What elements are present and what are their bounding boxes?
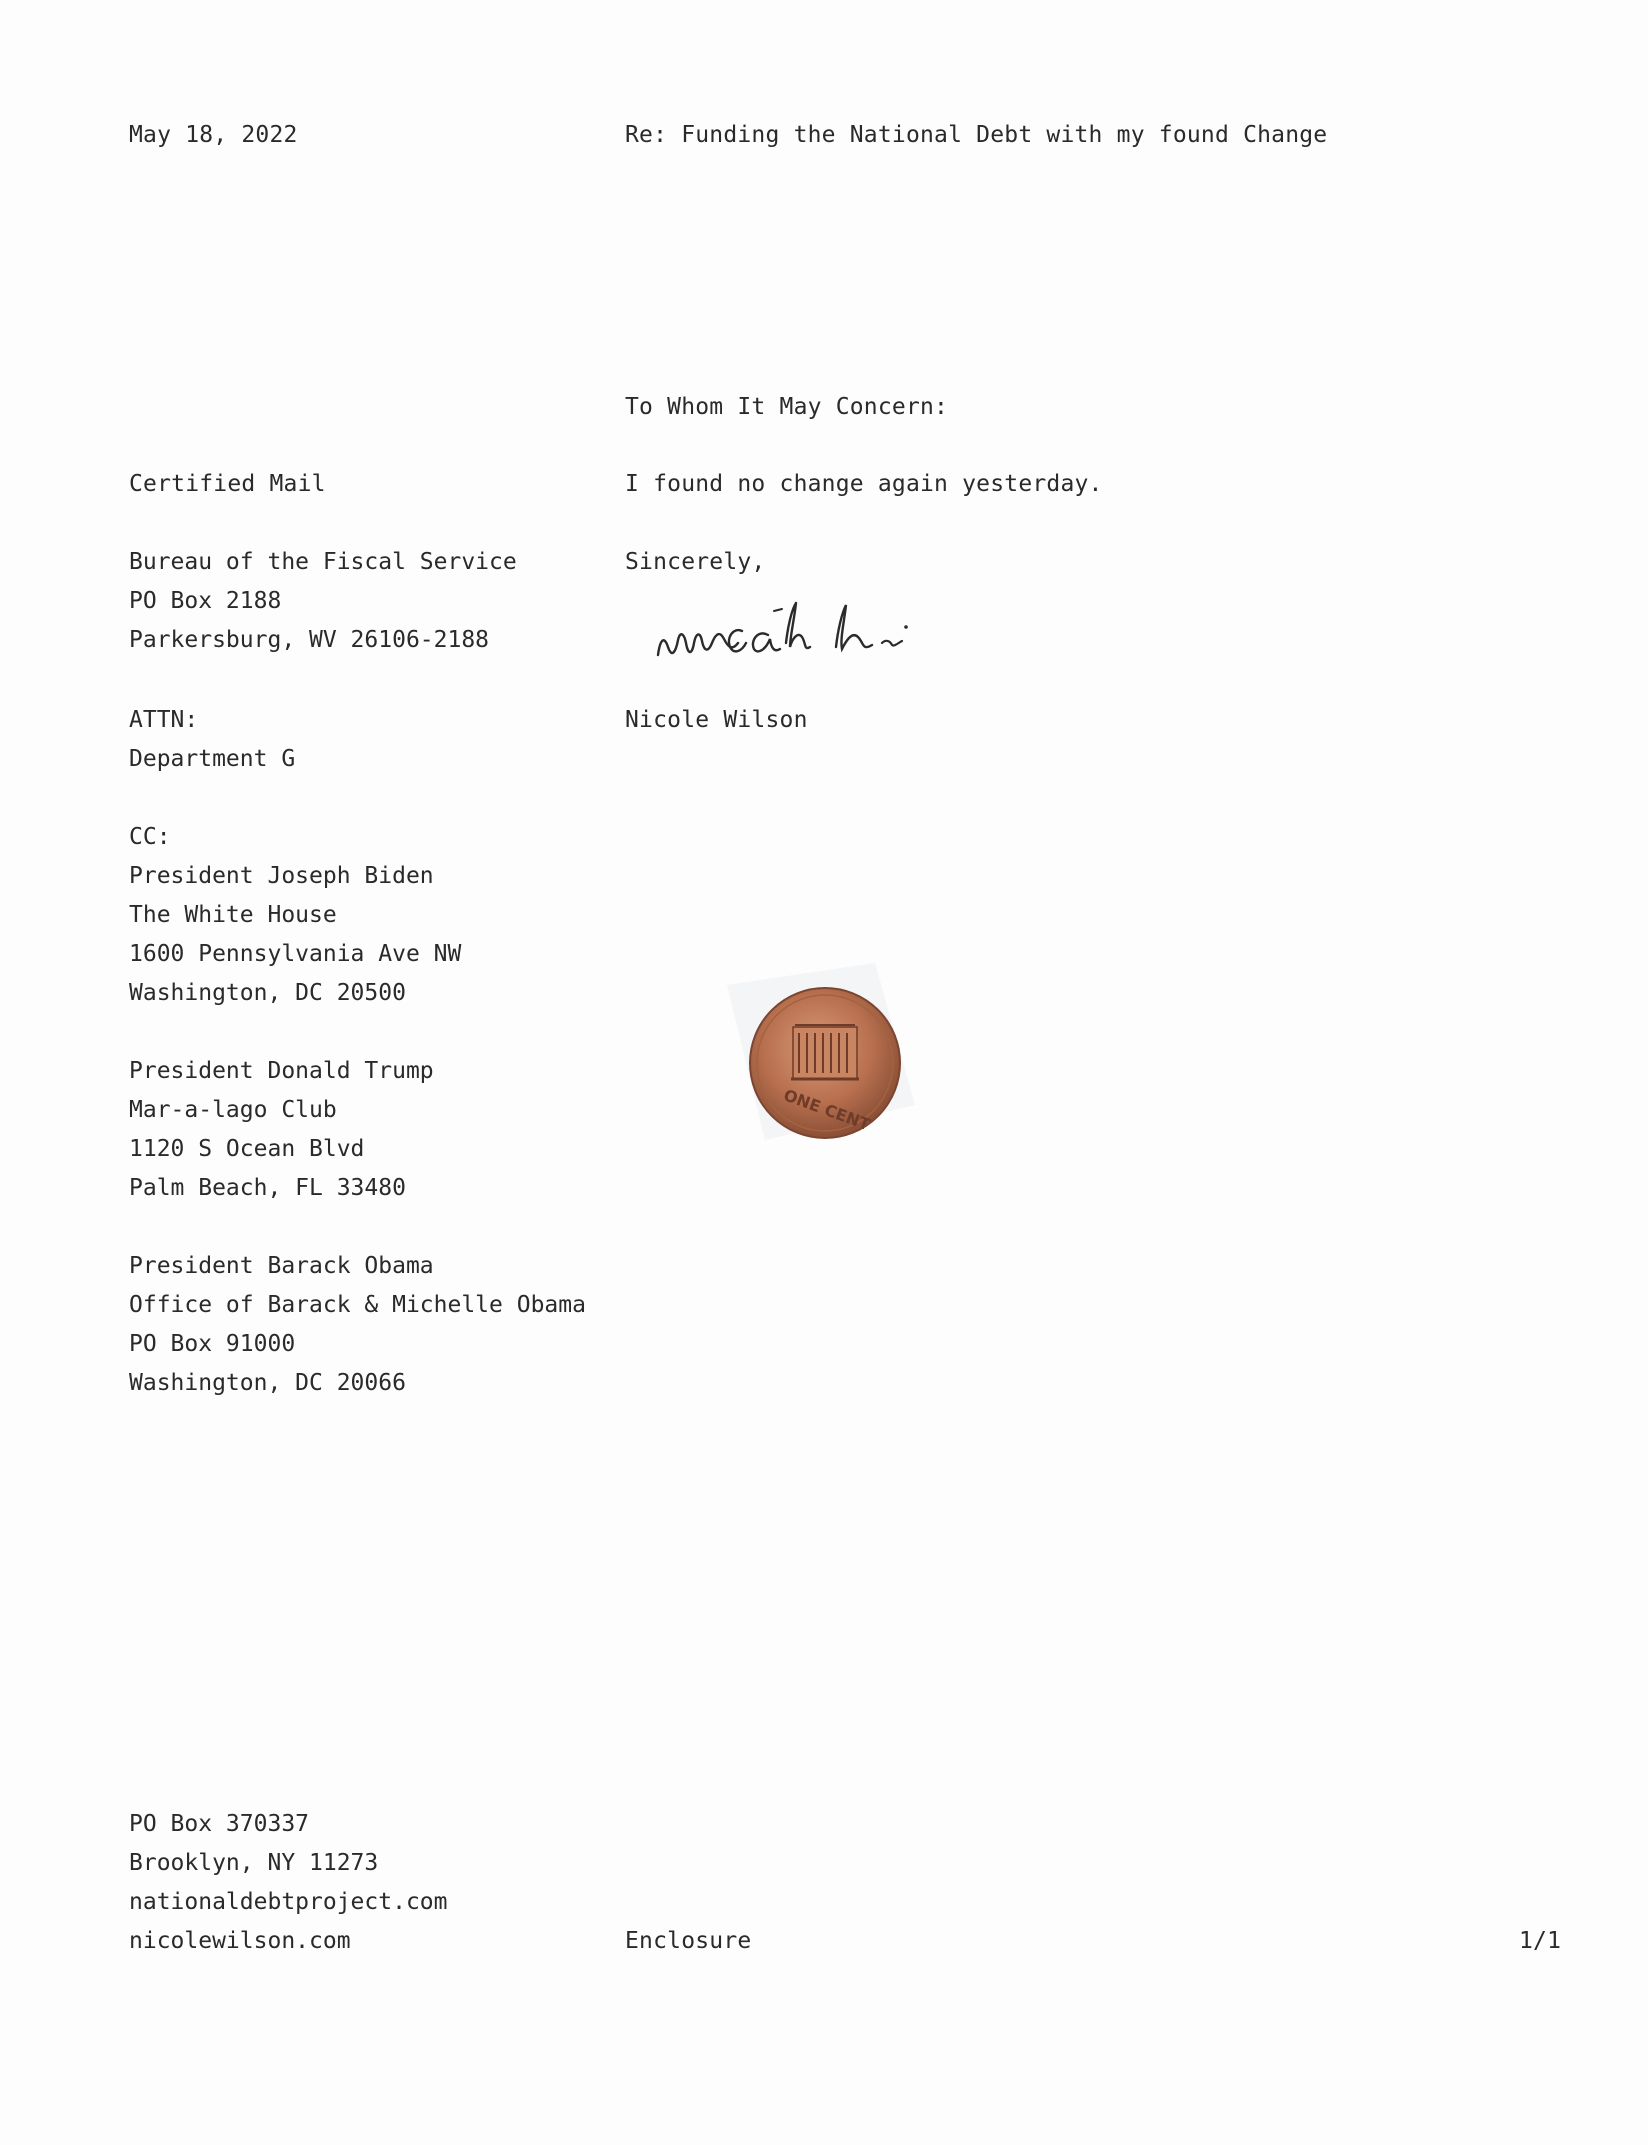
page-number: 1/1 — [1519, 1928, 1562, 1954]
enclosure-label: Enclosure — [625, 1928, 752, 1954]
letter-body: I found no change again yesterday. — [625, 471, 1103, 497]
cc-line: Office of Barack & Michelle Obama — [129, 1292, 586, 1318]
attn-value: Department G — [129, 746, 296, 772]
recipient-address — [129, 543, 517, 660]
sender-line: PO Box 370337 — [129, 1811, 310, 1837]
attn-block — [129, 701, 295, 779]
cc-line: President Donald Trump — [129, 1058, 434, 1084]
cc-block — [129, 818, 461, 1013]
sender-line: nationaldebtproject.com — [129, 1889, 448, 1915]
address-line: PO Box 2188 — [129, 588, 282, 614]
address-line: Bureau of the Fiscal Service — [129, 549, 517, 575]
cc-recipient-trump — [129, 1052, 434, 1208]
cc-line: Washington, DC 20500 — [129, 980, 406, 1006]
penny-image — [725, 955, 920, 1150]
cc-line: President Barack Obama — [129, 1253, 434, 1279]
delivery-method: Certified Mail — [129, 471, 326, 497]
cc-line: PO Box 91000 — [129, 1331, 296, 1357]
letter-subject: Re: Funding the National Debt with my found Change — [625, 122, 1328, 148]
cc-line: Washington, DC 20066 — [129, 1370, 406, 1396]
closing: Sincerely, — [625, 549, 766, 575]
sender-line: Brooklyn, NY 11273 — [129, 1850, 379, 1876]
cc-line: The White House — [129, 902, 337, 928]
cc-line: 1120 S Ocean Blvd — [129, 1136, 365, 1162]
letter-date: May 18, 2022 — [129, 122, 298, 148]
sender-line: nicolewilson.com — [129, 1928, 351, 1954]
sender-address — [129, 1805, 448, 1961]
salutation: To Whom It May Concern: — [625, 394, 949, 420]
attn-label: ATTN: — [129, 707, 199, 733]
cc-line: 1600 Pennsylvania Ave NW — [129, 941, 462, 967]
signer-name: Nicole Wilson — [625, 707, 808, 733]
cc-line: Palm Beach, FL 33480 — [129, 1175, 406, 1201]
cc-line: President Joseph Biden — [129, 863, 434, 889]
address-line: Parkersburg, WV 26106-2188 — [129, 627, 490, 653]
cc-line: Mar-a-lago Club — [129, 1097, 337, 1123]
coin-text: ONE CENT — [781, 1085, 873, 1135]
cc-recipient-obama — [129, 1247, 586, 1403]
cc-label: CC: — [129, 824, 171, 850]
signature-image — [650, 585, 990, 675]
